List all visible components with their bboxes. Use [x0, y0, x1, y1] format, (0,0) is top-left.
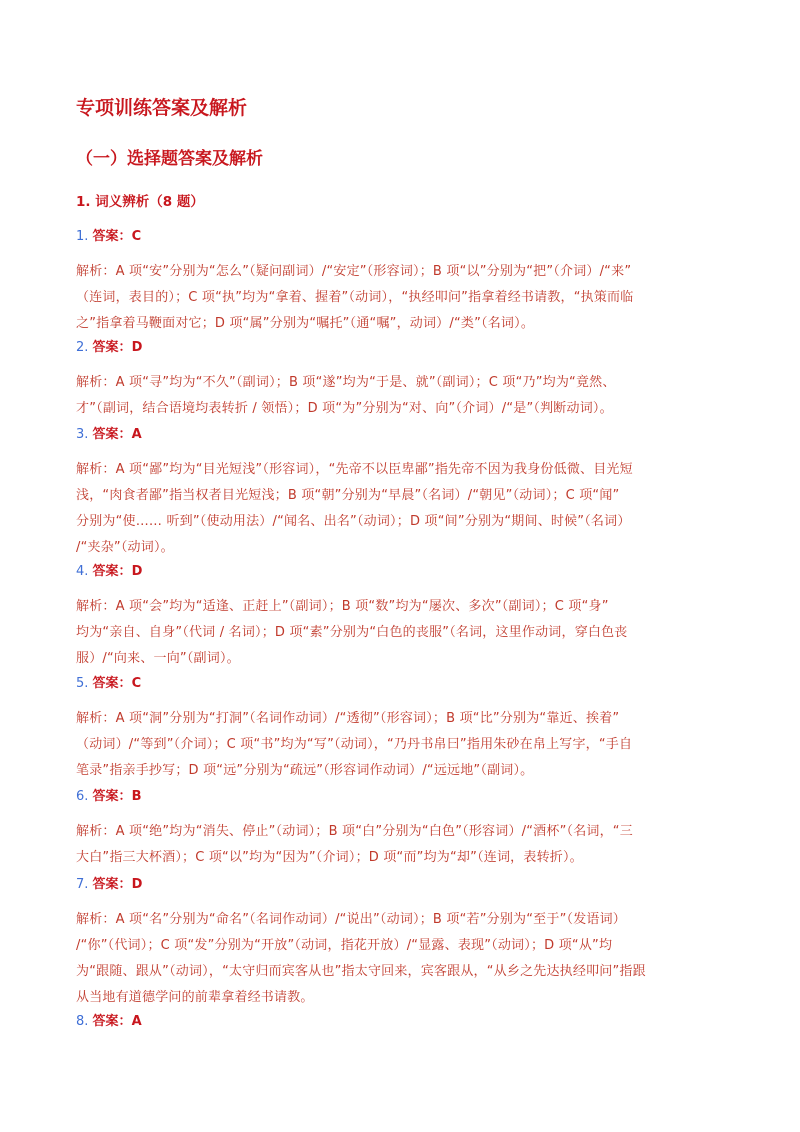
question-number: 4.	[76, 564, 89, 579]
explanation-line: 之”指拿着马鞭面对它；D 项“属”分别为“嘱托”（通“嘱”，动词）/“类”（名词）。	[76, 316, 535, 331]
answer-line	[76, 228, 736, 246]
explanation-line: 解析：A 项“寻”均为“不久”（副词）；B 项“遂”均为“于是、就”（副词）；C 项“乃”均为“竟然、	[76, 375, 616, 390]
answer-value: C	[131, 676, 142, 691]
question-number: 2.	[76, 340, 89, 355]
answer-label: 答案：	[92, 229, 132, 244]
explanation	[76, 457, 736, 561]
explanation-line: 均为“亲自、自身”（代词 / 名词）；D 项“素”分别为“白色的丧服”（名词，这里作动词，穿白色丧	[76, 625, 628, 640]
answer-label: 答案：	[92, 1014, 132, 1029]
explanation-line: /“夹杂”（动词）。	[76, 540, 174, 555]
answer-label: 答案：	[92, 676, 132, 691]
explanation-line: 大白”指三大杯酒）；C 项“以”均为“因为”（介词）；D 项“而”均为“却”（连词，表转折）。	[76, 850, 583, 865]
answer-label: 答案：	[92, 427, 132, 442]
question-number: 7.	[76, 877, 89, 892]
answer-line	[76, 788, 736, 806]
answer-item	[76, 675, 736, 784]
explanation	[76, 259, 736, 337]
answer-item	[76, 788, 736, 871]
question-number: 6.	[76, 789, 89, 804]
question-number: 3.	[76, 427, 89, 442]
explanation-line: 解析：A 项“会”均为“适逢、正赶上”（副词）；B 项“数”均为“屡次、多次”（副词）；C 项“身”	[76, 599, 609, 614]
answer-line	[76, 339, 736, 357]
explanation-line: （连词，表目的）；C 项“执”均为“拿着、握着”（动词），“执经叩问”指拿着经书请教，“执策而临	[76, 290, 634, 305]
explanation-line: 服）/“向来、一向”（副词）。	[76, 651, 240, 666]
answer-label: 答案：	[92, 340, 132, 355]
explanation-line: 解析：A 项“绝”均为“消失、停止”（动词）；B 项“白”分别为“白色”（形容词）/“酒杯”（名词，“三	[76, 824, 633, 839]
explanation-line: 从当地有道德学问的前辈拿着经书请教。	[76, 990, 314, 1005]
answer-value: D	[131, 877, 143, 892]
answer-line	[76, 876, 736, 894]
answer-item	[76, 563, 736, 672]
page-title: 专项训练答案及解析	[76, 97, 248, 119]
explanation	[76, 594, 736, 672]
explanation-line: 才”（副词，结合语境均表转折 / 领悟）；D 项“为”分别为“对、向”（介词）/“是”（判断动词）。	[76, 401, 613, 416]
explanation-line: /“你”（代词）；C 项“发”分别为“开放”（动词，指花开放）/“显露、表现”（动词）；D 项“从”均	[76, 938, 613, 953]
explanation	[76, 907, 736, 1011]
answer-value: D	[131, 340, 143, 355]
explanation-line: 笔录”指亲手抄写；D 项“远”分别为“疏远”（形容词作动词）/“远远地”（副词）。	[76, 763, 534, 778]
answer-item	[76, 876, 736, 1011]
answer-label: 答案：	[92, 877, 132, 892]
explanation	[76, 819, 736, 871]
explanation-line: 浅，“肉食者鄙”指当权者目光短浅；B 项“朝”分别为“早晨”（名词）/“朝见”（动词）；C 项“闻”	[76, 488, 620, 503]
explanation-line: 解析：A 项“安”分别为“怎么”（疑问副词）/“安定”（形容词）；B 项“以”分别为“把”（介词）/“来”	[76, 264, 632, 279]
answer-item	[76, 426, 736, 561]
answer-label: 答案：	[92, 564, 132, 579]
answer-item	[76, 339, 736, 422]
question-number: 8.	[76, 1014, 89, 1029]
explanation	[76, 706, 736, 784]
explanation-line: 解析：A 项“洞”分别为“打洞”（名词作动词）/“透彻”（形容词）；B 项“比”分别为“靠近、挨着”	[76, 711, 620, 726]
explanation-line: 分别为“使…… 听到”（使动用法）/“闻名、出名”（动词）；D 项“间”分别为“期间、时候”（名词）	[76, 514, 631, 529]
answer-line	[76, 1013, 736, 1031]
answer-item	[76, 228, 736, 337]
explanation-line: 为“跟随、跟从”（动词），“太守归而宾客从也”指太守回来，宾客跟从，“从乡之先达执经叩问”指跟	[76, 964, 646, 979]
explanation-line: 解析：A 项“名”分别为“命名”（名词作动词）/“说出”（动词）；B 项“若”分别为“至于”（发语词）	[76, 912, 627, 927]
explanation-line: （动词）/“等到”（介词）；C 项“书”均为“写”（动词），“乃丹书帛曰”指用朱砂在帛上写字，“手自	[76, 737, 633, 752]
explanation-line: 解析：A 项“鄙”均为“目光短浅”（形容词），“先帝不以臣卑鄙”指先帝不因为我身份低微、目光短	[76, 462, 633, 477]
answer-line	[76, 675, 736, 693]
question-number: 5.	[76, 676, 89, 691]
answer-line	[76, 426, 736, 444]
answer-value: A	[131, 427, 142, 442]
explanation	[76, 370, 736, 422]
answer-label: 答案：	[92, 789, 132, 804]
answer-value: A	[131, 1014, 142, 1029]
answer-line	[76, 563, 736, 581]
question-number: 1.	[76, 229, 89, 244]
answer-value: C	[131, 229, 142, 244]
answer-value: B	[131, 789, 142, 804]
answer-item	[76, 1013, 736, 1031]
subsection-heading: 1. 词义辨析（8 题）	[76, 194, 204, 210]
answer-value: D	[131, 564, 143, 579]
section-heading: （一）选择题答案及解析	[76, 149, 263, 169]
